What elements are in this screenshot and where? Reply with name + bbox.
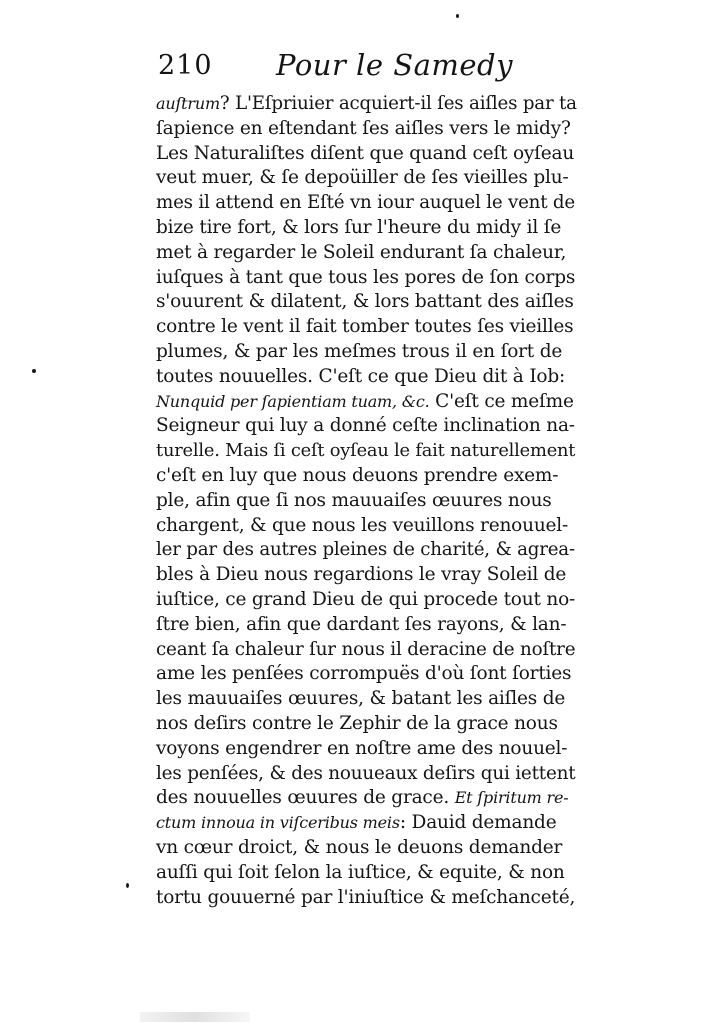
running-title: Pour le Samedy: [276, 48, 513, 82]
page-header: [158, 48, 578, 88]
text-segment: turelle. Mais ſi ceſt oyſeau le fait naturellement: [156, 440, 576, 462]
text-segment: les mauuaiſes œuures, & batant les aiſles de: [156, 688, 566, 710]
text-segment: plumes, & par les meſmes trous il en ſort de: [156, 340, 563, 362]
text-line: [156, 142, 576, 167]
text-line: [156, 166, 576, 191]
body-text: [156, 92, 576, 910]
text-segment: Seigneur qui luy a donné ceſte inclination na-: [156, 415, 575, 437]
text-line: [156, 315, 576, 340]
text-line: [156, 786, 576, 811]
text-line: [156, 712, 576, 737]
text-segment: auſſi qui ſoit ſelon la iuſtice, & equite, & non: [156, 861, 565, 883]
text-line: [156, 886, 576, 911]
text-line: [156, 811, 576, 836]
text-segment: ſapience en eſtendant ſes aiſles vers le midy?: [156, 117, 571, 139]
text-line: [156, 861, 576, 886]
text-segment: vn cœur droict, & nous le deuons demander: [156, 836, 563, 858]
text-segment: chargent, & que nous les veuillons renouuel-: [156, 514, 569, 536]
text-line: [156, 241, 576, 266]
text-segment: iuſtice, ce grand Dieu de qui procede tout no-: [156, 588, 576, 610]
text-line: [156, 414, 576, 439]
text-segment: les penſées, & des nouueaux deſirs qui iettent: [156, 762, 576, 784]
text-segment: s'ouurent & dilatent, & lors battant des aiſles: [156, 291, 574, 313]
text-segment: contre le vent il fait tomber toutes ſes vieilles: [156, 316, 574, 338]
text-segment: bize tire fort, & lors ſur l'heure du midy il ſe: [156, 216, 562, 238]
text-segment: nos deſirs contre le Zephir de la grace nous: [156, 712, 558, 734]
text-segment: c'eſt en luy que nous deuons prendre exem-: [156, 464, 559, 486]
text-line: [156, 489, 576, 514]
text-segment: iuſques à tant que tous les pores de ſon corps: [156, 266, 576, 288]
ink-speck: [456, 14, 459, 18]
text-line: [156, 514, 576, 539]
text-line: [156, 464, 576, 489]
text-line: [156, 762, 576, 787]
latin-quote: auſtrum: [156, 94, 220, 113]
text-line: [156, 340, 576, 365]
text-line: [156, 737, 576, 762]
text-line: [156, 365, 576, 390]
latin-quote: Et ſpiritum re-: [454, 788, 569, 808]
text-line: [156, 290, 576, 315]
text-line: [156, 836, 576, 861]
text-line: [156, 92, 576, 117]
text-segment: ler par des autres pleines de charité, & agrea-: [156, 539, 575, 561]
text-line: [156, 563, 576, 588]
text-line: [156, 687, 576, 712]
text-line: [156, 638, 576, 663]
text-segment: voyons engendrer en noſtre ame des nouuel-: [156, 737, 568, 759]
page-number: 210: [158, 50, 213, 81]
text-line: [156, 588, 576, 613]
text-segment: ſtre bien, afin que dardant ſes rayons, & lan-: [156, 613, 567, 635]
text-segment: Les Naturaliſtes diſent que quand ceſt oyſeau: [156, 142, 575, 164]
text-segment: : Dauid demande: [399, 812, 557, 834]
text-segment: des nouuelles œuures de grace.: [156, 787, 455, 809]
text-line: [156, 216, 576, 241]
text-segment: C'eſt ce meſme: [429, 390, 574, 412]
text-segment: toutes nouuelles. C'eſt ce que Dieu dit à Iob:: [156, 365, 566, 387]
text-segment: ? L'Eſpriuier acquiert-il ſes aiſles par ta: [219, 93, 577, 114]
text-segment: ame les penſées corrompuës d'où ſont ſorties: [156, 663, 572, 685]
latin-quote: Nunquid per ſapientiam tuam, &c.: [156, 391, 430, 411]
text-line: [156, 613, 576, 638]
text-segment: ple, afin que ſi nos mauuaiſes œuures nous: [156, 489, 552, 511]
text-segment: tortu gouuerné par l'iniuſtice & meſchanceté,: [156, 886, 576, 908]
text-line: [156, 390, 576, 415]
text-segment: bles à Dieu nous regardions le vray Soleil de: [156, 564, 567, 586]
scan-smudge: [140, 1012, 250, 1022]
ink-speck: [32, 369, 36, 373]
text-line: [156, 266, 576, 291]
text-line: [156, 439, 576, 464]
text-segment: mes il attend en Eſté vn iour auquel le vent de: [156, 192, 575, 214]
text-segment: veut muer, & ſe depoüiller de ſes vieilles plu-: [156, 167, 569, 189]
text-segment: met à regarder le Soleil endurant ſa chaleur,: [156, 241, 567, 263]
ink-speck: [126, 883, 129, 888]
text-segment: ceant ſa chaleur ſur nous il deracine de noſtre: [156, 638, 576, 660]
text-line: [156, 191, 576, 216]
text-line: [156, 538, 576, 563]
text-line: [156, 662, 576, 687]
latin-quote: ctum innoua in viſceribus meis: [156, 813, 400, 833]
text-line: [156, 117, 576, 142]
